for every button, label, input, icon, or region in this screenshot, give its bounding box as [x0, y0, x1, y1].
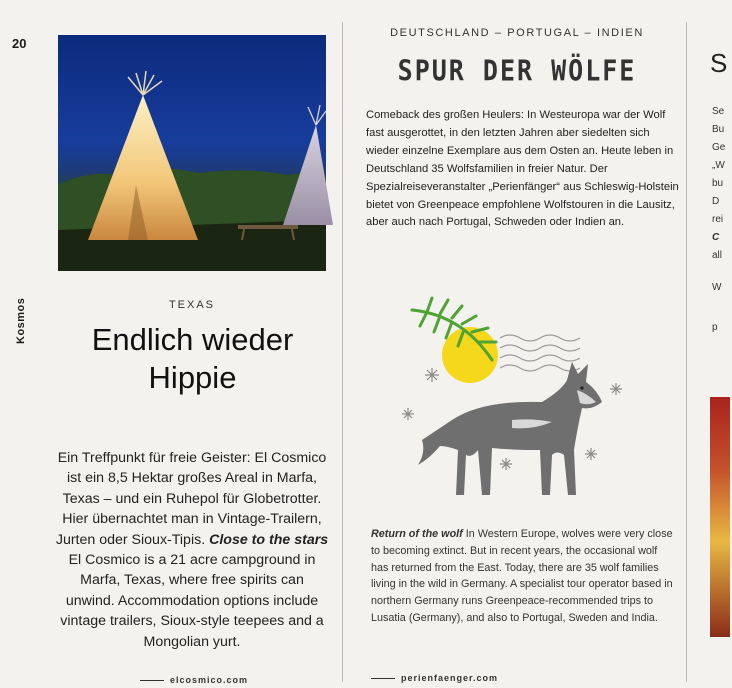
- next-title-fragment: S: [710, 48, 728, 78]
- article-title-wolves: SPUR DER WÖLFE: [397, 53, 637, 88]
- headline-line-1: Endlich wieder: [91, 322, 294, 357]
- column-divider-right: [686, 22, 687, 682]
- caption-lead: Return of the wolf: [371, 528, 463, 540]
- kicker-texas: TEXAS: [168, 299, 216, 311]
- next-line: C: [712, 232, 720, 243]
- wolf-illustration: [392, 290, 652, 515]
- source-dash: [140, 680, 164, 681]
- source-text: elcosmico.com: [170, 675, 249, 685]
- body-german: Ein Treffpunkt für freie Geister: El Cosmico ist ein 8,5 Hektar großes Areal in Marfa, Texas – und ein Ruhepol für Globetrotter. Hier übernachtet man in Vintage-Trailern, Jurten oder Sioux-Tipis.: [55, 450, 327, 548]
- tipi-photo: [58, 35, 326, 271]
- article-body-middle: Comeback des großen Heulers: In Westeuropa war der Wolf fast ausgerottet, in den letzten Jahren aber siedelten sich wieder einzelne Exemplare aus dem Osten an. Heute leben in Deutschland 35 Wolfsfamilien in freier Natur. Der Spezialreiseveranstalter „Perienfänger“ aus Schleswig-Holstein bietet von Greenpeace empfohlene Wolfstouren in die Lausitz, aber auch nach Portugal, Schweden oder Indien an.: [366, 109, 679, 229]
- page-number: 20: [12, 36, 27, 51]
- caption-text: In Western Europe, wolves were very close to becoming extinct. But in recent years, the occasional wolf has returned from the East. Today, there are 35 wolf families living in the wild in Germany. A specialist tour operator based in northern Germany runs Greenpeace-recommended trips to Lusatia (Germany), and also to Portugal, Sweden and India.: [371, 528, 673, 624]
- caption-middle: [371, 526, 677, 627]
- next-article-fragment: [692, 0, 732, 688]
- next-line: all: [712, 250, 723, 261]
- next-line: Se: [712, 106, 725, 117]
- next-line: rei: [712, 214, 724, 225]
- article-body-left: [54, 448, 330, 652]
- headline-line-2: Hippie: [148, 360, 237, 395]
- next-line: W: [712, 282, 722, 293]
- headline: [40, 321, 345, 397]
- section-label: Kosmos: [15, 297, 27, 344]
- source-link-perienfaenger[interactable]: [371, 673, 498, 683]
- kicker-countries: DEUTSCHLAND – PORTUGAL – INDIEN: [390, 27, 644, 39]
- next-line: D: [712, 196, 720, 207]
- next-line: Bu: [712, 124, 725, 135]
- body-english: El Cosmico is a 21 acre campground in Marfa, Texas, where free spirits can unwind. Accommodation options include vintage trailers, Sioux-style teepees and a Mongolian yurt.: [60, 552, 324, 650]
- next-line: „W: [712, 160, 725, 171]
- next-article-image: [710, 397, 730, 637]
- body-english-lead: Close to the stars: [209, 531, 329, 548]
- next-line: p: [712, 322, 718, 333]
- source-text: perienfaenger.com: [401, 673, 499, 683]
- source-link-elcosmico[interactable]: [140, 675, 248, 685]
- source-dash: [371, 678, 395, 679]
- next-line: Ge: [712, 142, 726, 153]
- next-line: bu: [712, 178, 724, 189]
